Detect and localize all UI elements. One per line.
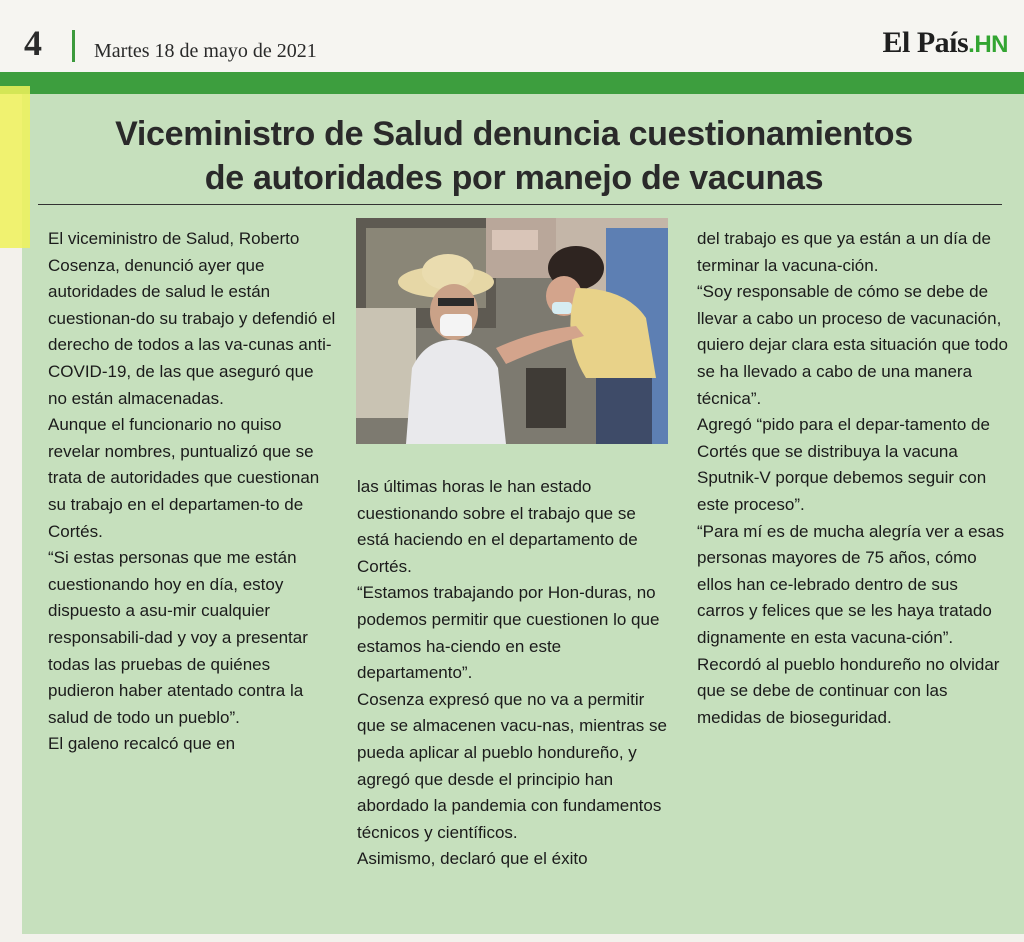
brand-name: El País bbox=[882, 26, 969, 59]
article-headline bbox=[34, 112, 994, 200]
publication-date: Martes 18 de mayo de 2021 bbox=[94, 40, 317, 62]
paragraph: “Si estas personas que me están cuestionando hoy en día, estoy dispuesto a asu-mir cualquier responsabili-dad y voy a presentar todas las pruebas de quiénes pudieron haber atentado contra la salud de todo un pueblo”. bbox=[48, 548, 308, 727]
headline-line-2: de autoridades por manejo de vacunas bbox=[204, 159, 824, 197]
paragraph: Cosenza expresó que no va a permitir que se almacenen vacu-nas, mientras se pueda aplicar al pueblo hondureño, y agregó que desde el principio han abordado la pandemia con fundamentos técnicos y científicos. bbox=[357, 689, 667, 842]
vaccination-photo bbox=[356, 218, 668, 444]
paragraph: las últimas horas le han estado cuestionando sobre el trabajo que se está haciendo en el departamento de Cortés. bbox=[357, 477, 638, 576]
brand-tld: .HN bbox=[968, 31, 1008, 58]
paragraph: Agregó “pido para el depar-tamento de Cortés que se distribuya la vacuna Sputnik-V porque debemos seguir con este proceso”. bbox=[697, 415, 990, 514]
headline-line-1: Viceministro de Salud denuncia cuestionamientos bbox=[115, 115, 913, 153]
paragraph: del trabajo es que ya están a un día de terminar la vacuna-ción. bbox=[697, 229, 991, 275]
article-column-1 bbox=[48, 226, 336, 758]
paragraph: “Para mí es de mucha alegría ver a esas personas mayores de 75 años, cómo ellos han ce-lebrado dentro de sus carros y felices que se les haya tratado dignamente en esta vacuna-ción”. bbox=[697, 521, 1005, 647]
paragraph: Recordó al pueblo hondureño no olvidar que se debe de continuar con las medidas de bioseguridad. bbox=[697, 654, 1000, 727]
paragraph: “Soy responsable de cómo se debe de llevar a cabo un proceso de vacunación, quiero dejar clara esta situación que todo se ha llevado a cabo de una manera técnica”. bbox=[697, 282, 1008, 408]
paragraph: Asimismo, declaró que el éxito bbox=[357, 849, 588, 869]
paragraph: “Estamos trabajando por Hon-duras, no podemos permitir que cuestionen lo que estamos ha-ciendo en este departamento”. bbox=[357, 583, 660, 683]
brand-logo bbox=[882, 26, 1008, 60]
header-divider bbox=[72, 30, 75, 62]
article-column-3 bbox=[697, 226, 1009, 731]
paragraph: Aunque el funcionario no quiso revelar nombres, puntualizó que se trata de autoridades que cuestionan su trabajo en el departamen-to de Cortés. bbox=[48, 415, 320, 541]
paragraph: El galeno recalcó que en bbox=[48, 734, 236, 754]
header-green-rule bbox=[0, 72, 1024, 94]
headline-rule bbox=[38, 204, 1002, 205]
page-number: 4 bbox=[24, 23, 42, 63]
highlighter-mark bbox=[0, 86, 30, 248]
paragraph: El viceministro de Salud, Roberto Cosenza, denunció ayer que autoridades de salud le están cuestionan-do su trabajo y defendió el derecho de todos a las va-cunas anti-COVID-19, de las que aseguró que no están almacenadas. bbox=[48, 229, 336, 408]
article-column-2 bbox=[357, 474, 669, 873]
